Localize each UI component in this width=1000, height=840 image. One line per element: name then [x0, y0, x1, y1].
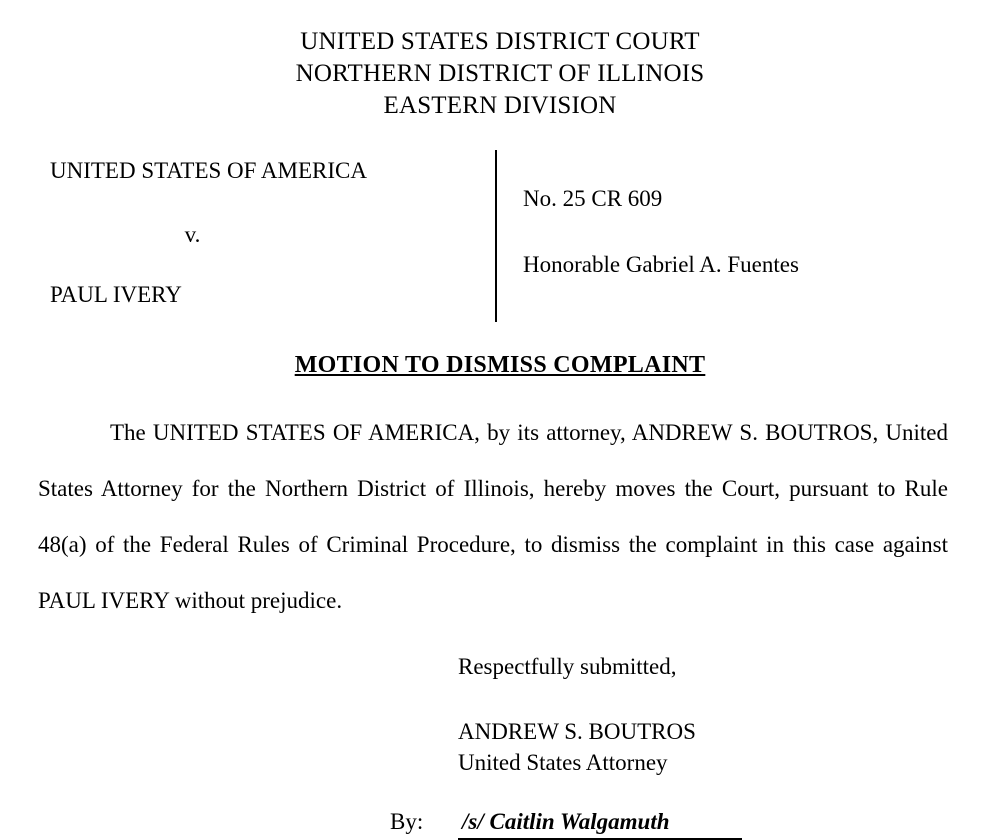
caption-case-info	[497, 148, 960, 322]
caption-parties	[40, 148, 495, 322]
judge-name: Honorable Gabriel A. Fuentes	[523, 252, 799, 277]
electronic-signature: /s/ Caitlin Walgamuth	[458, 806, 742, 840]
plaintiff-name: UNITED STATES OF AMERICA	[50, 158, 367, 183]
court-name-line-2: NORTHERN DISTRICT OF ILLINOIS	[295, 60, 705, 87]
respectfully-submitted: Respectfully submitted,	[458, 653, 677, 679]
by-label: By:	[390, 808, 424, 834]
defendant-name: PAUL IVERY	[50, 282, 182, 307]
signature-block	[0, 651, 1000, 840]
case-caption	[0, 148, 1000, 322]
attorney-role: United States Attorney	[458, 749, 668, 775]
attorney-name: ANDREW S. BOUTROS	[458, 718, 696, 744]
court-heading	[0, 26, 1000, 122]
versus-label: v.	[184, 222, 201, 247]
case-number: No. 25 CR 609	[523, 186, 663, 211]
document-page	[0, 26, 1000, 834]
signature-line-row	[390, 806, 1000, 840]
document-title: MOTION TO DISMISS COMPLAINT	[294, 352, 706, 378]
body-paragraph: The UNITED STATES OF AMERICA, by its attorney, ANDREW S. BOUTROS, United States Attorney for the Northern District of Illinois, hereby moves the Court, pursuant to Rule 48(a) of the Federal Rules of Criminal Procedure, to dismiss the complaint in this case against PAUL IVERY without prejudice.	[38, 420, 948, 613]
court-name-line-3: EASTERN DIVISION	[383, 92, 617, 119]
court-name-line-1: UNITED STATES DISTRICT COURT	[300, 28, 700, 55]
